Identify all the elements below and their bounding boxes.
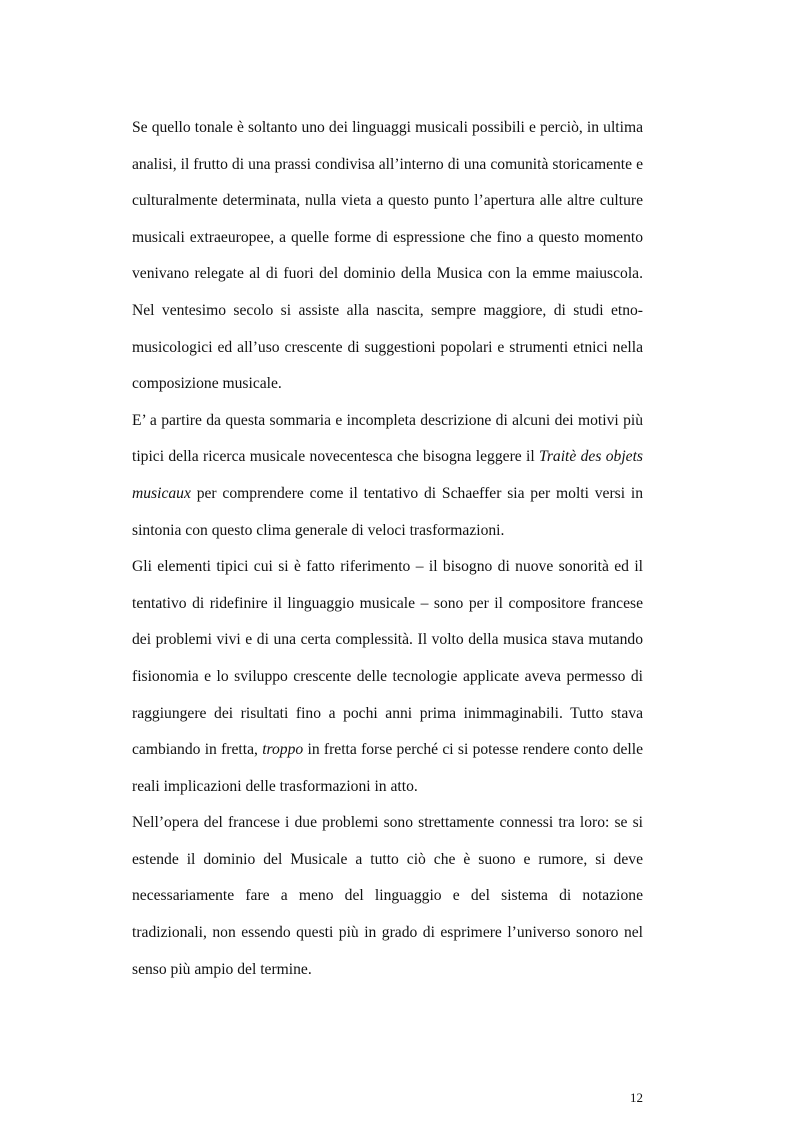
paragraph-2-text-end: per comprendere come il tentativo di Schaeffer sia per molti versi in sintonia con questo clima generale di veloci trasformazioni. (132, 484, 643, 539)
paragraph-3-text-end: in fretta forse perché ci si potesse rendere conto delle reali implicazioni delle trasformazioni in atto. (132, 741, 644, 795)
paragraph-4-text: Nell’opera del francese i due problemi sono strettamente connessi tra loro: se si estende il dominio del Musicale a tutto ciò che è suono e rumore, si deve necessariamente fare a meno del linguaggio e del sistema di notazione tradizionali, non essendo questi più in grado di esprimere l’universo sonoro nel senso più ampio del termine. (132, 814, 643, 978)
book-title-italic: Traitè des objets musicaux (132, 448, 643, 502)
page-number: 12 (630, 1090, 643, 1105)
paragraph-3 (132, 549, 643, 805)
paragraph-3-text-start: Gli elementi tipici cui si è fatto riferimento – il bisogno di nuove sonorità ed il tentativo di ridefinire il linguaggio musicale – sono per il compositore francese dei problemi vivi e di una certa complessità. Il volto della musica stava mutando fisionomia e lo sviluppo crescente delle tecnologie applicate aveva permesso di raggiungere dei risultati fino a pochi anni prima inimmaginabili. Tutto stava cambiando in fretta, (132, 558, 643, 759)
paragraph-4 (132, 805, 643, 988)
paragraph-1 (132, 110, 643, 403)
paragraph-2-text-start: E’ a partire da questa sommaria e incompleta descrizione di alcuni dei motivi più tipici della ricerca musicale novecentesca che bisogna leggere il (132, 411, 643, 466)
paragraph-2 (132, 403, 643, 549)
paragraph-1-text: Se quello tonale è soltanto uno dei linguaggi musicali possibili e perciò, in ultima analisi, il frutto di una prassi condivisa all’interno di una comunità storicamente e culturalmente determinata, nulla vieta a questo punto l’apertura alle altre culture musicali extraeuropee, a quelle forme di espressione che fino a questo momento venivano relegate al di fuori del dominio della Musica con la emme maiuscola. Nel ventesimo secolo si assiste alla nascita, sempre maggiore, di studi etno-musicologici ed all’uso crescente di suggestioni popolari e strumenti etnici nella composizione musicale. (132, 119, 643, 393)
body-text (132, 110, 643, 988)
emphasis-italic: troppo (262, 741, 304, 759)
